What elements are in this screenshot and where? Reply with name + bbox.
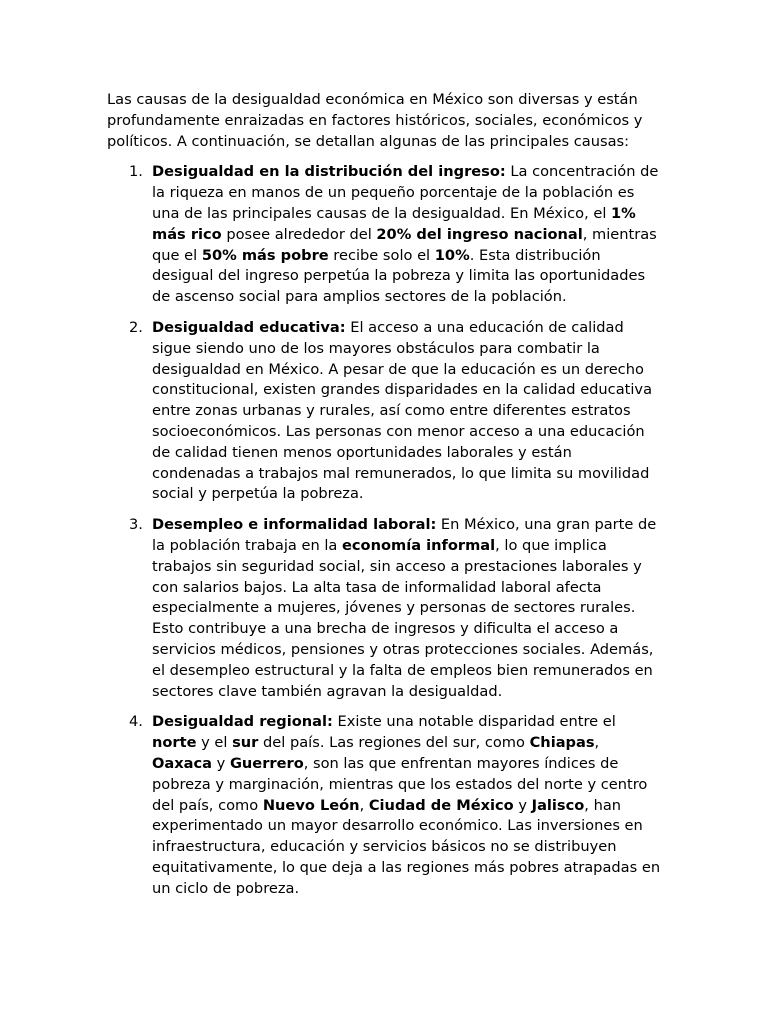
bold-text: 10% — [434, 246, 470, 264]
list-item-text — [152, 319, 652, 502]
list-item-number: 4. — [129, 713, 143, 731]
text-run: La concentración de la riqueza en manos de un pequeño porcentaje de la población es una de las principales causas de la desigualdad. En México, el — [152, 163, 659, 222]
document-page — [107, 90, 663, 909]
text-run: posee alrededor del — [221, 225, 377, 243]
bold-text: Ciudad de México — [368, 796, 514, 814]
bold-text: Jalisco — [531, 796, 585, 814]
bold-text: 50% más pobre — [201, 246, 329, 264]
text-run: , — [359, 796, 369, 814]
intro-paragraph: Las causas de la desigualdad económica en México son diversas y están profundamente enraizadas en factores históricos, sociales, económicos y políticos. A continuación, se detallan algunas de las principales causas: — [107, 91, 643, 150]
text-run: , — [594, 734, 600, 752]
bold-text: 1% más rico — [152, 204, 636, 243]
text-run: Existe una notable disparidad entre el — [332, 713, 616, 731]
text-run: y — [513, 796, 532, 814]
bold-text: Desempleo e informalidad laboral: — [152, 516, 437, 534]
text-run: del país. Las regiones del sur, como — [258, 734, 530, 752]
text-run: , son las que enfrentan mayores índices de pobreza y marginación, mientras que los estados del norte y centro del país, como — [152, 754, 648, 814]
bold-text: economía informal — [342, 536, 496, 554]
list-item-text — [152, 163, 658, 305]
text-run: y — [212, 754, 230, 772]
list-item — [107, 318, 663, 505]
list-item — [107, 162, 663, 308]
bold-text: Desigualdad educativa: — [152, 318, 346, 336]
causes-list — [107, 162, 663, 899]
bold-text: Oaxaca — [152, 754, 213, 772]
bold-text: Nuevo León — [262, 796, 360, 814]
bold-text: Guerrero — [229, 754, 304, 772]
text-run: , mientras que el — [152, 225, 657, 264]
bold-text: Chiapas — [529, 734, 595, 752]
bold-text: norte — [152, 734, 197, 752]
text-run: y el — [196, 734, 233, 752]
list-item — [107, 515, 663, 702]
list-item-text — [152, 516, 656, 699]
bold-text: Desigualdad regional: — [152, 713, 333, 731]
list-item-number: 2. — [129, 318, 143, 336]
text-run: , lo que implica trabajos sin seguridad social, sin acceso a prestaciones laborales y con salarios bajos. La alta tasa de informalidad laboral afecta especialmente a mujeres, jóvenes y personas de sectores rurales. Esto contribuye a una brecha de ingresos y dificulta el acceso a servicios médicos, pensiones y otras protecciones sociales. Además, el desempleo estructural y la falta de empleos bien remunerados en sectores clave también agravan la desigualdad. — [152, 536, 654, 700]
bold-text: Desigualdad en la distribución del ingreso: — [152, 163, 506, 181]
list-item-number: 1. — [129, 163, 143, 181]
list-item — [107, 712, 663, 899]
text-run: recibe solo el — [328, 246, 435, 264]
list-item-number: 3. — [129, 516, 143, 534]
bold-text: 20% del ingreso nacional — [376, 225, 583, 243]
text-run: , han experimentado un mayor desarrollo económico. Las inversiones en infraestructura, educación y servicios básicos no se distribuyen equitativamente, lo que deja a las regiones más pobres atrapadas en un ciclo de pobreza. — [152, 796, 661, 897]
bold-text: sur — [232, 734, 259, 752]
text-run: En México, una gran parte de la población trabaja en la — [152, 516, 657, 554]
text-run: . Esta distribución desigual del ingreso perpetúa la pobreza y limita las oportunidades de ascenso social para amplios sectores de la población. — [152, 246, 646, 306]
text-run: El acceso a una educación de calidad sigue siendo uno de los mayores obstáculos para combatir la desigualdad en México. A pesar de que la educación es un derecho constitucional, existen grandes disparidades en la calidad educativa entre zonas urbanas y rurales, así como entre diferentes estratos socioeconómicos. Las personas con menor acceso a una educación de calidad tienen menos oportunidades laborales y están condenadas a trabajos mal remunerados, lo que limita su movilidad social y perpetúa la pobreza. — [152, 318, 653, 503]
list-item-text — [152, 713, 660, 896]
